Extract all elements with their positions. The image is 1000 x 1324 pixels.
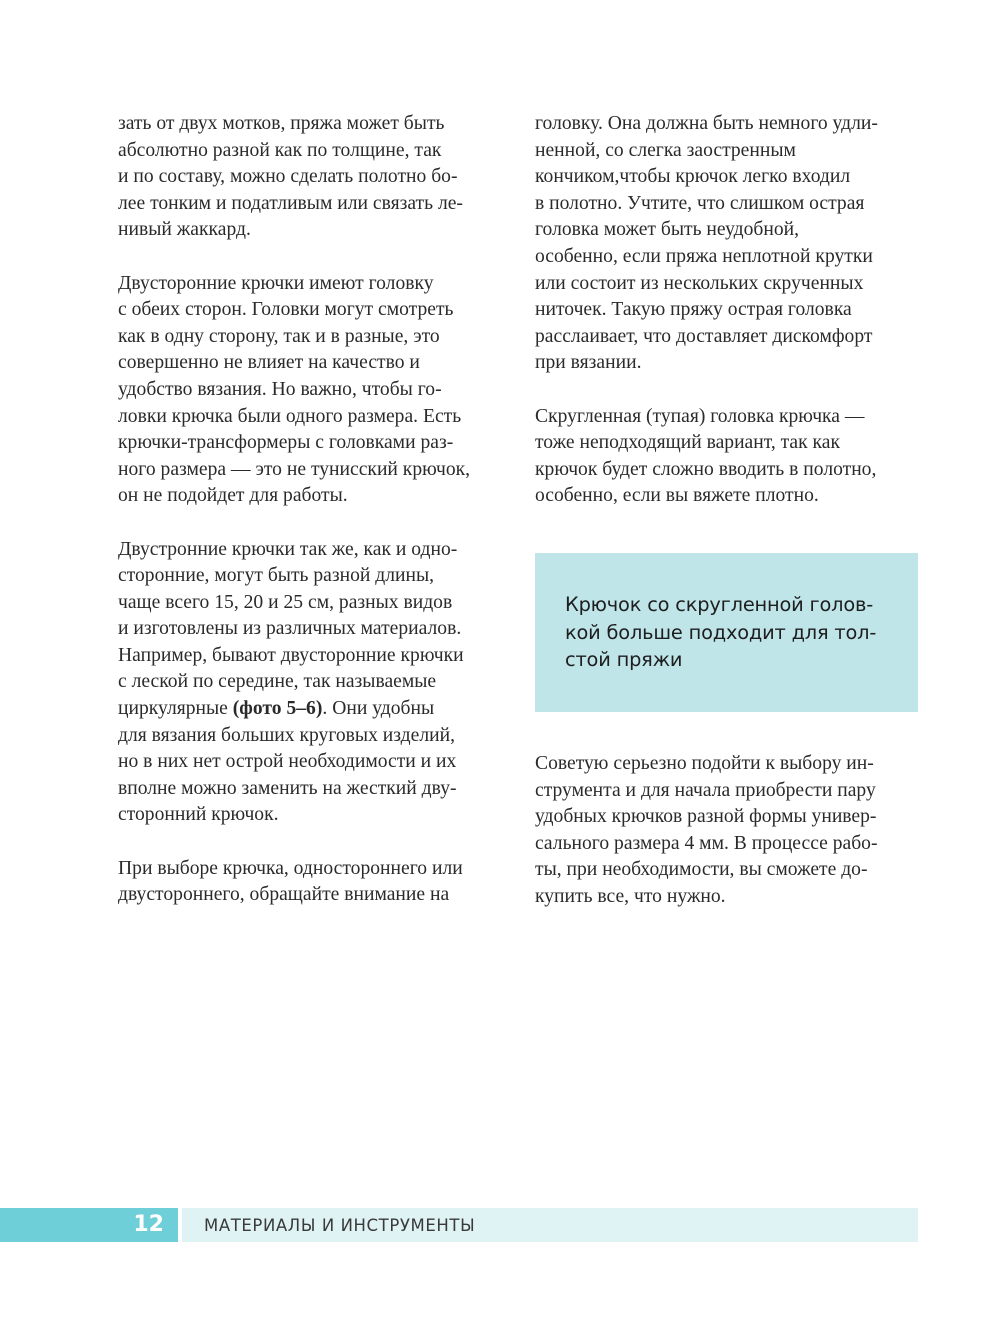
text-line: для вязания больших круговых изделий, [118, 724, 455, 746]
text-line: двустороннего, обращайте внимание на [118, 884, 450, 906]
text-line: с обеих сторон. Головки могут смотреть [118, 299, 454, 321]
left-paragraph-3 [118, 537, 510, 830]
text-run: циркулярные [118, 698, 233, 720]
left-column [118, 111, 510, 935]
text-line: Скругленная (тупая) головка крючка — [535, 405, 865, 427]
text-line: сального размера 4 мм. В процессе рабо- [535, 832, 878, 854]
tip-callout-box [535, 553, 918, 712]
text-line: тоже неподходящий вариант, так как [535, 432, 840, 454]
text-line: лее тонким и податливым или связать ле- [118, 192, 463, 214]
text-line: зать от двух мотков, пряжа может быть [118, 113, 445, 134]
text-line: или состоит из нескольких скрученных [535, 272, 864, 294]
callout-line: кой больше подходит для тол- [565, 620, 877, 644]
text-line: При выборе крючка, одностороннего или [118, 857, 463, 879]
text-line: как в одну сторону, так и в разные, это [118, 325, 440, 347]
text-line: и по составу, можно сделать полотно бо- [118, 166, 458, 188]
text-line: головку. Она должна быть немного удли- [535, 113, 878, 134]
section-title: МАТЕРИАЛЫ И ИНСТРУМЕНТЫ [204, 1216, 476, 1235]
text-line: чаще всего 15, 20 и 25 см, разных видов [118, 591, 453, 613]
text-line: сторонние, могут быть разной длины, [118, 565, 435, 587]
text-line: в полотно. Учтите, что слишком острая [535, 192, 865, 214]
text-line: крючок будет сложно вводить в полотно, [535, 458, 877, 480]
text-line: нивый жаккард. [118, 219, 251, 241]
text-line: и изготовлены из различных материалов. [118, 618, 462, 640]
text-line: удобство вязания. Но важно, чтобы го- [118, 378, 442, 400]
text-line: вполне можно заменить на жесткий дву- [118, 777, 457, 799]
right-paragraph-2 [535, 404, 927, 510]
text-line: совершенно не влияет на качество и [118, 352, 420, 374]
text-line: абсолютно разной как по толщине, так [118, 139, 442, 161]
running-footer-bar [182, 1208, 918, 1242]
left-paragraph-1 [118, 111, 510, 244]
right-column [535, 111, 927, 537]
text-line: Например, бывают двусторонние крючки [118, 644, 464, 666]
left-paragraph-4 [118, 856, 510, 909]
tip-callout-text [565, 591, 876, 674]
text-line: ненной, со слегка заостренным [535, 139, 796, 161]
text-line: при вязании. [535, 352, 642, 374]
page-number-tab [0, 1208, 178, 1242]
text-line: но в них нет острой необходимости и их [118, 751, 457, 773]
text-line: ниточек. Такую пряжу острая головка [535, 299, 852, 321]
callout-line: стой пряжи [565, 648, 683, 671]
text-line: ного размера — это не тунисский крючок, [118, 458, 471, 480]
text-line: особенно, если вы вяжете плотно. [535, 485, 819, 507]
text-line: Советую серьезно подойти к выбору ин- [535, 753, 874, 774]
text-line: струмента и для начала приобрести пару [535, 779, 876, 801]
photo-reference: (фото 5–6) [232, 698, 323, 720]
text-line: Двустронние крючки так же, как и одно- [118, 538, 458, 560]
callout-line: Крючок со скругленной голов- [565, 593, 874, 616]
text-line-mixed [118, 696, 510, 723]
text-line: ты, при необходимости, вы сможете до- [535, 859, 868, 881]
text-line: удобных крючков разной формы универ- [535, 806, 877, 828]
right-paragraph-1 [535, 111, 927, 377]
text-line: головка может быть неудобной, [535, 219, 800, 241]
text-line: Двусторонние крючки имеют головку [118, 272, 434, 294]
text-line: с леской по середине, так называемые [118, 671, 437, 693]
text-line: купить все, что нужно. [535, 885, 726, 907]
left-paragraph-2 [118, 271, 510, 510]
text-line: сторонний крючок. [118, 804, 279, 826]
text-line: ловки крючка были одного размера. Есть [118, 405, 462, 427]
text-run: . Они удобны [322, 698, 435, 720]
text-line: кончиком,чтобы крючок легко входил [535, 166, 851, 188]
right-column-lower [535, 751, 927, 937]
text-line: расслаивает, что доставляет дискомфорт [535, 325, 873, 347]
text-line: особенно, если пряжа неплотной крутки [535, 245, 873, 267]
text-line: он не подойдет для работы. [118, 485, 348, 507]
page-number: 12 [133, 1212, 164, 1237]
text-line: крючки-трансформеры с головками раз- [118, 432, 454, 454]
right-paragraph-3 [535, 751, 927, 911]
